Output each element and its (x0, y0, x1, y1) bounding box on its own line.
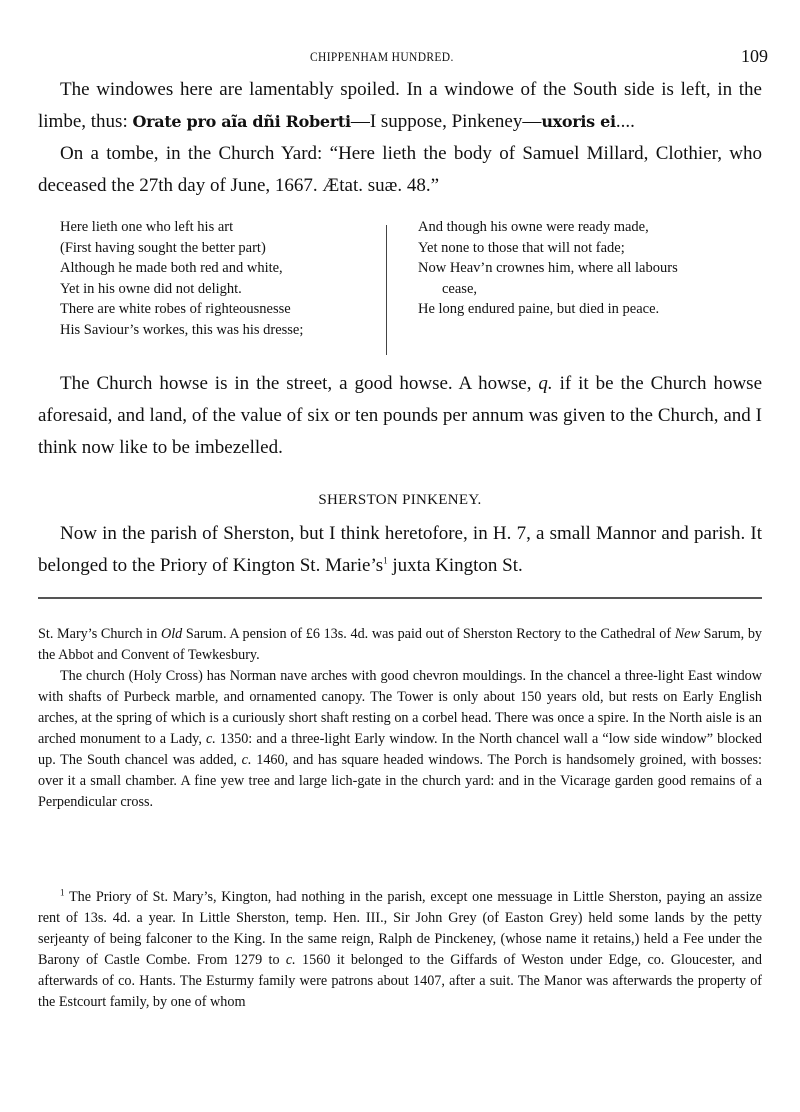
text: —I suppose, Pinkeney— (350, 111, 542, 132)
verse-line: Yet in his owne did not delight. (60, 280, 242, 297)
notes-block (38, 624, 762, 813)
text-italic: New (674, 626, 700, 642)
text-italic: q. (538, 373, 553, 394)
footnote-marker: 1 (60, 887, 65, 898)
text-italic: c. (285, 952, 296, 968)
footnote-1 (38, 887, 762, 1013)
text: Now in the parish of Sherston, but I think heretofore, in H. 7, a small Mannor and parish. It belonged to the Priory of Kington St. Marie’s (38, 523, 762, 576)
text: Sarum. A pension of £6 13s. 4d. was paid out of Sherston Rectory to the Cathedral of (182, 626, 675, 642)
verse-line: Here lieth one who left his art (60, 219, 234, 235)
text: The church (Holy Cross) has Norman nave arches with good chevron mouldings. In the chancel a three-light East window with shafts of Purbeck marble, and ornamented canopy. The Tower is only about 150 years old, but rests on Early English arches, at the spring of which is a curiously short shaft resting on a corbel head. There was once a spire. In the North aisle is an arched monument to a Lady, (38, 668, 762, 747)
text-italic: c. (205, 731, 216, 747)
paragraph-windowes (38, 74, 762, 138)
footnote-reference[interactable]: 1 (383, 555, 388, 566)
text: 1560 it belonged to the Giffards of Weston under Edge, co. Gloucester, and afterwards of co. Hants. The Esturmy family were patrons about 1407, after a suit. The Manor was afterwards the property of the Estcourt family, by one of whom (38, 952, 762, 1010)
verse-line: There are white robes of righteousnesse (60, 301, 291, 317)
paragraph-sherston (38, 518, 762, 582)
section-heading: SHERSTON PINKENEY. (318, 492, 482, 508)
text-italic: Old (160, 626, 183, 642)
text: juxta Kington St. (387, 555, 523, 576)
blackletter-inscription: uxoris ei (541, 112, 616, 131)
text: The Priory of St. Mary’s, Kington, had nothing in the parish, except one messuage in Little Sherston, paying an assize rent of 13s. 4d. a year. In Little Sherston, temp. Hen. III., Sir John Grey (of Easton Grey) held some lands by the petty serjeanty of being falconer to the King. In the same reign, Ralph de Pinckeney, (whose name it retains,) held a Fee under the Barony of Castle Combe. From 1279 to (38, 889, 762, 968)
text-italic: c. (241, 752, 252, 768)
text: Sarum, by the Abbot and Convent of Tewkesbury. (38, 626, 763, 663)
blackletter-inscription: Orate pro aĩa dñi Roberti (132, 112, 351, 131)
verse-line: (First having sought the better part) (60, 239, 266, 256)
running-title: CHIPPENHAM HUNDRED. (310, 50, 454, 64)
tombe-text: On a tombe, in the Church Yard: “Here lieth the body of Samuel Millard, Clothier, who deceased the 27th day of June, 1667. Ætat. suæ. 48.” (38, 143, 762, 196)
text: .... (615, 111, 635, 132)
text: St. Mary’s Church in (38, 626, 161, 642)
verse-line: His Saviour’s workes, this was his dresse; (60, 321, 304, 338)
verse-line: Although he made both red and white, (60, 260, 283, 276)
epitaph-verse (60, 217, 760, 347)
text: The windowes here are lamentably spoiled. In a windowe of the South side is left, in the limbe, thus: (38, 79, 762, 132)
paragraph-church-howse (38, 368, 762, 464)
verse-line: Now Heav’n crownes him, where all labours (418, 260, 678, 276)
text: 1350: and a three-light Early window. In the North chancel wall a “low side window” blocked up. The South chancel was added, (38, 731, 762, 768)
footnote-rule (38, 597, 762, 599)
verse-divider (386, 225, 387, 355)
verse-left-column (60, 217, 380, 340)
verse-line: cease, (442, 280, 478, 297)
verse-line: Yet none to those that will not fade; (418, 239, 625, 256)
text: if it be the Church howse aforesaid, and land, of the value of six or ten pounds per annum was given to the Church, and I think now like to be imbezelled. (38, 373, 763, 458)
paragraph-tombe (38, 138, 762, 202)
verse-right-column (418, 217, 778, 320)
text: The Church howse is in the street, a good howse. A howse, (60, 373, 539, 394)
verse-line: And though his owne were ready made, (418, 219, 649, 235)
page-number: 109 (741, 46, 768, 66)
text: 1460, and has square headed windows. The Porch is handsomely groined, with bosses: over it a small chamber. A fine yew tree and large lich-gate in the church yard: and in the Vicarage garden good remains of a Perpendicular cross. (38, 752, 762, 810)
verse-line: He long endured paine, but died in peace. (418, 301, 660, 317)
running-head (0, 44, 800, 68)
